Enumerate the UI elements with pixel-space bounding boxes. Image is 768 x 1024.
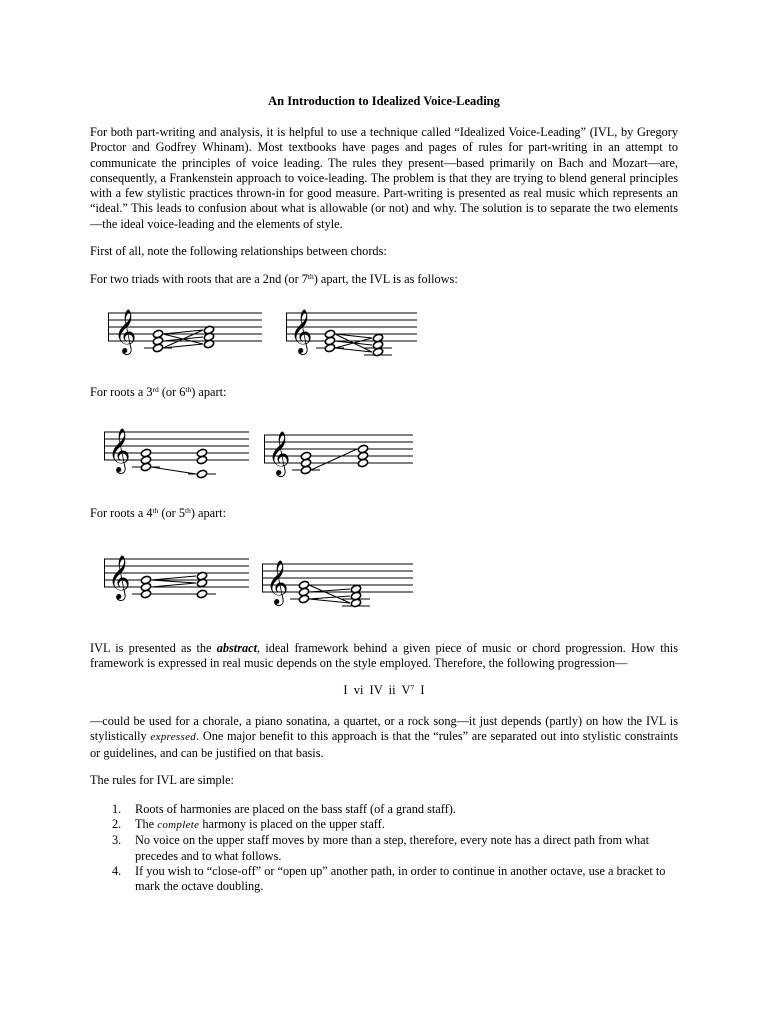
fourth-text-after: ) apart: [190, 506, 227, 520]
chord-1 [300, 451, 311, 474]
chord-2 [196, 571, 207, 598]
music-line [311, 449, 357, 470]
whole-note [300, 451, 311, 460]
list-item [90, 802, 678, 817]
whole-note [298, 580, 309, 589]
progression-after: I [414, 683, 425, 697]
third-text-after: ) apart: [191, 385, 227, 399]
fourth-text-middle: (or 5 [158, 506, 185, 520]
whole-note [140, 575, 151, 584]
example-fourth-right [262, 555, 414, 613]
chord-1 [298, 580, 309, 603]
second-text-sup: th [307, 272, 314, 281]
music-line [151, 576, 196, 580]
relationships-line: First of all, note the following relationships between chords: [90, 244, 387, 258]
music-line [151, 467, 196, 474]
abstract-text-after: , ideal framework behind a given piece of music or chord progression. How this framework is expressed in real music depends on the style employed. Therefore, the following progression— [90, 641, 678, 671]
chord-2 [203, 325, 214, 348]
whole-note [196, 589, 207, 598]
abstract-text-before: IVL is presented as the [90, 641, 217, 655]
chord-2 [357, 444, 368, 467]
example-third-right [264, 425, 414, 481]
treble-clef-icon: 𝄞 [268, 431, 291, 475]
fourth-apart-line [90, 506, 226, 521]
music-line [335, 348, 372, 352]
rules-intro: The rules for IVL are simple: [90, 773, 234, 787]
second-text-after: ) apart, the IVL is as follows: [313, 272, 458, 286]
document-title: An Introduction to Idealized Voice-Leading [268, 94, 500, 108]
voice-leading-lines [151, 576, 196, 594]
fourth-text-before: For roots a 4 [90, 506, 153, 520]
rule-text: If you wish to “close-off” or “open up” another path, in order to continue in another octave, use a bracket to mark the octave doubling. [135, 863, 666, 894]
rules-list [90, 802, 678, 894]
list-item [90, 864, 678, 894]
voice-leading-lines [151, 453, 196, 474]
example-fourth-left [104, 552, 250, 610]
chorale-text-after: . One major benefit to this approach is that the “rules” are separated out into stylistic constraints or guidelines, and can be justified on that basis. [90, 729, 679, 760]
list-item [90, 833, 678, 863]
example-second-right [286, 306, 418, 364]
whole-note [196, 448, 207, 457]
music-line [151, 583, 196, 587]
chord-1 [140, 575, 151, 598]
intro-paragraph: For both part-writing and analysis, it is helpful to use a technique called “Idealized Voice-Leading” (IVL, by Gregory Proctor and Godfrey Whinam). Most textbooks have pages and pages of rules for part-writing in an attempt to communicate the principles of voice leading. The rules they present—based primarily on Bach and Mozart—are, consequently, a Frankenstein approach to voice-leading. The problem is that they are trying to blend general principles with a few stylistic practices thrown-in for good measure. Part-writing is presented as real music which represents an “ideal.” This leads to confusion about what is allowable (or not) and why. The solution is to separate the two elements—the ideal voice-leading and the elements of style. [90, 125, 678, 231]
music-line [335, 338, 372, 348]
list-number: 3. [112, 833, 122, 848]
treble-clef-icon: 𝄞 [266, 560, 289, 604]
music-line [163, 344, 203, 348]
rule-text-before: The [135, 817, 158, 832]
music-line [163, 334, 203, 344]
music-line [163, 330, 203, 334]
list-number: 1. [112, 802, 122, 816]
example-second-left [108, 306, 263, 358]
chord-2 [350, 584, 361, 607]
list-number: 4. [112, 863, 122, 878]
whole-note [152, 329, 163, 338]
example-third-left [104, 425, 250, 485]
whole-note [196, 469, 207, 478]
rule-emphasis: complete [157, 819, 200, 832]
chord-1 [324, 329, 335, 352]
progression-sup: 7 [410, 683, 415, 692]
second-text-before: For two triads with roots that are a 2nd (or 7 [90, 272, 308, 286]
chord-progression [90, 683, 678, 698]
second-apart-line [90, 272, 458, 287]
chord-1 [140, 448, 151, 471]
rule-text-after: harmony is placed on the upper staff. [199, 817, 385, 832]
treble-clef-icon: 𝄞 [108, 555, 131, 599]
chord-1 [152, 329, 163, 352]
whole-note [324, 329, 335, 338]
list-number: 2. [112, 817, 122, 832]
progression-before: I vi IV ii V [343, 683, 411, 697]
voice-leading-lines [311, 449, 357, 470]
voice-leading-lines [163, 330, 203, 348]
third-text-sup2: th [185, 385, 192, 394]
treble-clef-icon: 𝄞 [108, 428, 131, 472]
rule-text: No voice on the upper staff moves by more than a step, therefore, every note has a direct path from what precedes and to what follows. [135, 833, 650, 863]
voice-leading-lines [309, 585, 350, 603]
treble-clef-icon: 𝄞 [114, 309, 137, 353]
list-item [90, 817, 678, 833]
third-text-before: For roots a 3 [90, 385, 153, 399]
abstract-paragraph [90, 641, 678, 672]
third-text-middle: (or 6 [158, 385, 186, 399]
music-line [335, 334, 372, 338]
rule-text: Roots of harmonies are placed on the bass staff (of a grand staff). [135, 802, 456, 816]
chorale-emphasis: expressed [150, 731, 197, 744]
whole-note [357, 444, 368, 453]
third-text-sup1: rd [152, 385, 159, 394]
music-line [309, 585, 350, 603]
chord-2 [196, 448, 207, 478]
abstract-emphasis: abstract [216, 641, 258, 655]
fourth-text-sup2: th [185, 506, 191, 515]
chorale-text-before: —could be used for a chorale, a piano sonatina, a quartet, or a rock song—it just depends (partly) on how the IVL is stylistically [90, 714, 678, 744]
whole-note [140, 448, 151, 457]
fourth-text-sup1: th [152, 506, 159, 515]
chord-2 [372, 333, 383, 356]
treble-clef-icon: 𝄞 [290, 309, 313, 353]
chorale-paragraph [90, 714, 678, 761]
third-apart-line [90, 385, 226, 400]
voice-leading-lines [335, 334, 372, 352]
music-line [309, 599, 350, 603]
